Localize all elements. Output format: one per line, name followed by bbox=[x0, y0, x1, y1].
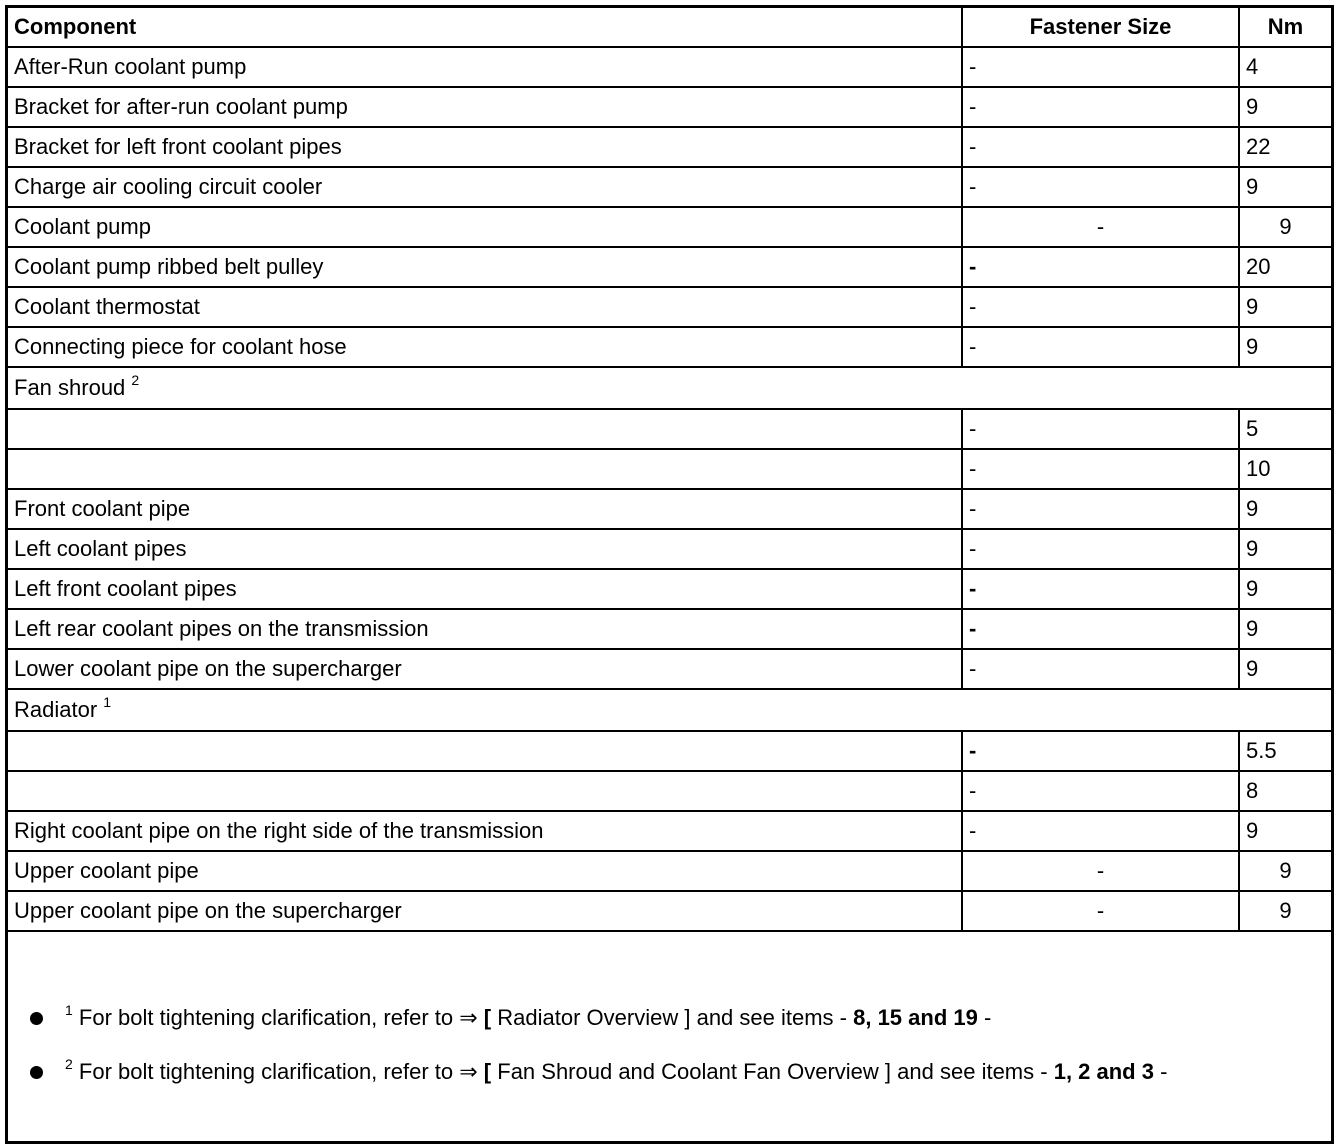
header-fastener-size: Fastener Size bbox=[962, 8, 1239, 47]
table-row bbox=[8, 609, 1331, 649]
cell-fastener-size: - bbox=[962, 167, 1239, 207]
bracket-close: ] bbox=[884, 1059, 892, 1084]
table-row bbox=[8, 409, 1331, 449]
table-row bbox=[8, 167, 1331, 207]
cell-fastener-size: - bbox=[962, 649, 1239, 689]
footnote-text: and see items - bbox=[696, 1005, 847, 1030]
cell-component: Bracket for after-run coolant pump bbox=[8, 87, 962, 127]
table-row bbox=[8, 811, 1331, 851]
footnote-marker: 2 bbox=[65, 1056, 73, 1072]
table-row bbox=[8, 489, 1331, 529]
torque-spec-table-frame bbox=[5, 5, 1334, 1144]
cell-nm: 22 bbox=[1239, 127, 1331, 167]
cell-nm: 9 bbox=[1239, 207, 1331, 247]
cell-nm: 5 bbox=[1239, 409, 1331, 449]
cell-nm: 9 bbox=[1239, 811, 1331, 851]
bullet-icon bbox=[30, 1066, 43, 1079]
cell-component: Coolant thermostat bbox=[8, 287, 962, 327]
bracket-open: [ bbox=[483, 1005, 492, 1030]
cell-fastener-size: - bbox=[962, 287, 1239, 327]
cell-nm: 9 bbox=[1239, 851, 1331, 891]
cell-fastener-size: - bbox=[962, 891, 1239, 931]
cell-nm: 10 bbox=[1239, 449, 1331, 489]
cell-nm: 9 bbox=[1239, 649, 1331, 689]
header-nm: Nm bbox=[1239, 8, 1331, 47]
cell-fastener-size: - bbox=[962, 851, 1239, 891]
table-row bbox=[8, 327, 1331, 367]
cell-nm: 20 bbox=[1239, 247, 1331, 287]
footnote-text: For bolt tightening clarification, refer to bbox=[78, 1005, 454, 1030]
arrow-right-icon: ⇒ bbox=[459, 1059, 478, 1084]
table-row bbox=[8, 891, 1331, 931]
cell-fastener-size: - bbox=[962, 609, 1239, 649]
cell-nm: 9 bbox=[1239, 489, 1331, 529]
cell-fastener-size: - bbox=[962, 327, 1239, 367]
cell-component bbox=[8, 731, 962, 771]
cell-fastener-size: - bbox=[962, 811, 1239, 851]
cell-component: Coolant pump bbox=[8, 207, 962, 247]
cell-nm: 9 bbox=[1239, 609, 1331, 649]
table-header-row bbox=[8, 8, 1331, 47]
footnote-text: - bbox=[983, 1005, 992, 1030]
cell-component bbox=[8, 771, 962, 811]
cell-nm: 9 bbox=[1239, 529, 1331, 569]
cell-nm: 9 bbox=[1239, 287, 1331, 327]
cell-component: Lower coolant pipe on the supercharger bbox=[8, 649, 962, 689]
cell-fastener-size: - bbox=[962, 247, 1239, 287]
cell-fastener-size: - bbox=[962, 771, 1239, 811]
cell-component: Upper coolant pipe bbox=[8, 851, 962, 891]
footnote-marker: 2 bbox=[131, 372, 140, 388]
cell-fastener-size: - bbox=[962, 731, 1239, 771]
cell-component: Connecting piece for coolant hose bbox=[8, 327, 962, 367]
cell-fastener-size: - bbox=[962, 449, 1239, 489]
footnote-text: and see items - bbox=[897, 1059, 1048, 1084]
footnote-marker: 1 bbox=[103, 694, 112, 710]
table-row bbox=[8, 47, 1331, 87]
cell-nm: 9 bbox=[1239, 167, 1331, 207]
bracket-close: ] bbox=[684, 1005, 691, 1030]
table-row bbox=[8, 731, 1331, 771]
footnote-text: - bbox=[1160, 1059, 1168, 1084]
cell-component: Front coolant pipe bbox=[8, 489, 962, 529]
table-row bbox=[8, 87, 1331, 127]
table-group-row bbox=[8, 689, 1331, 731]
cell-component bbox=[8, 449, 962, 489]
table-row bbox=[8, 207, 1331, 247]
table-row bbox=[8, 449, 1331, 489]
cell-component: Charge air cooling circuit cooler bbox=[8, 167, 962, 207]
cell-component: After-Run coolant pump bbox=[8, 47, 962, 87]
table-row bbox=[8, 127, 1331, 167]
cell-fastener-size: - bbox=[962, 47, 1239, 87]
cell-fastener-size: - bbox=[962, 409, 1239, 449]
cell-fastener-size: - bbox=[962, 489, 1239, 529]
cell-nm: 9 bbox=[1239, 569, 1331, 609]
footnote-items: 1, 2 and 3 bbox=[1053, 1059, 1154, 1084]
cell-fastener-size: - bbox=[962, 529, 1239, 569]
footnote-text: For bolt tightening clarification, refer to bbox=[78, 1059, 454, 1084]
group-cell-fan-shroud bbox=[8, 367, 1331, 409]
arrow-right-icon: ⇒ bbox=[459, 1005, 478, 1030]
footnote-items: 8, 15 and 19 bbox=[853, 1005, 978, 1030]
cell-nm: 9 bbox=[1239, 327, 1331, 367]
cell-component: Left rear coolant pipes on the transmission bbox=[8, 609, 962, 649]
cell-component: Upper coolant pipe on the supercharger bbox=[8, 891, 962, 931]
cell-component bbox=[8, 409, 962, 449]
reference-link[interactable]: Radiator Overview bbox=[497, 1005, 679, 1030]
table-row bbox=[8, 529, 1331, 569]
torque-spec-table bbox=[8, 8, 1331, 932]
table-row bbox=[8, 287, 1331, 327]
cell-nm: 9 bbox=[1239, 891, 1331, 931]
cell-fastener-size: - bbox=[962, 207, 1239, 247]
cell-component: Bracket for left front coolant pipes bbox=[8, 127, 962, 167]
header-component: Component bbox=[8, 8, 962, 47]
table-row bbox=[8, 649, 1331, 689]
cell-nm: 4 bbox=[1239, 47, 1331, 87]
cell-component: Coolant pump ribbed belt pulley bbox=[8, 247, 962, 287]
cell-fastener-size: - bbox=[962, 569, 1239, 609]
table-group-row bbox=[8, 367, 1331, 409]
table-row bbox=[8, 569, 1331, 609]
table-row bbox=[8, 771, 1331, 811]
cell-nm: 5.5 bbox=[1239, 731, 1331, 771]
cell-component: Left coolant pipes bbox=[8, 529, 962, 569]
group-label: Fan shroud bbox=[14, 375, 126, 400]
table-row bbox=[8, 851, 1331, 891]
cell-nm: 8 bbox=[1239, 771, 1331, 811]
bracket-open: [ bbox=[483, 1059, 492, 1084]
cell-fastener-size: - bbox=[962, 127, 1239, 167]
reference-link[interactable]: Fan Shroud and Coolant Fan Overview bbox=[497, 1059, 879, 1084]
cell-component: Right coolant pipe on the right side of the transmission bbox=[8, 811, 962, 851]
cell-fastener-size: - bbox=[962, 87, 1239, 127]
footnote-marker: 1 bbox=[65, 1002, 73, 1018]
cell-component: Left front coolant pipes bbox=[8, 569, 962, 609]
cell-nm: 9 bbox=[1239, 87, 1331, 127]
bullet-icon bbox=[30, 1012, 43, 1025]
table-row bbox=[8, 247, 1331, 287]
group-label: Radiator bbox=[14, 697, 98, 722]
group-cell-radiator bbox=[8, 689, 1331, 731]
